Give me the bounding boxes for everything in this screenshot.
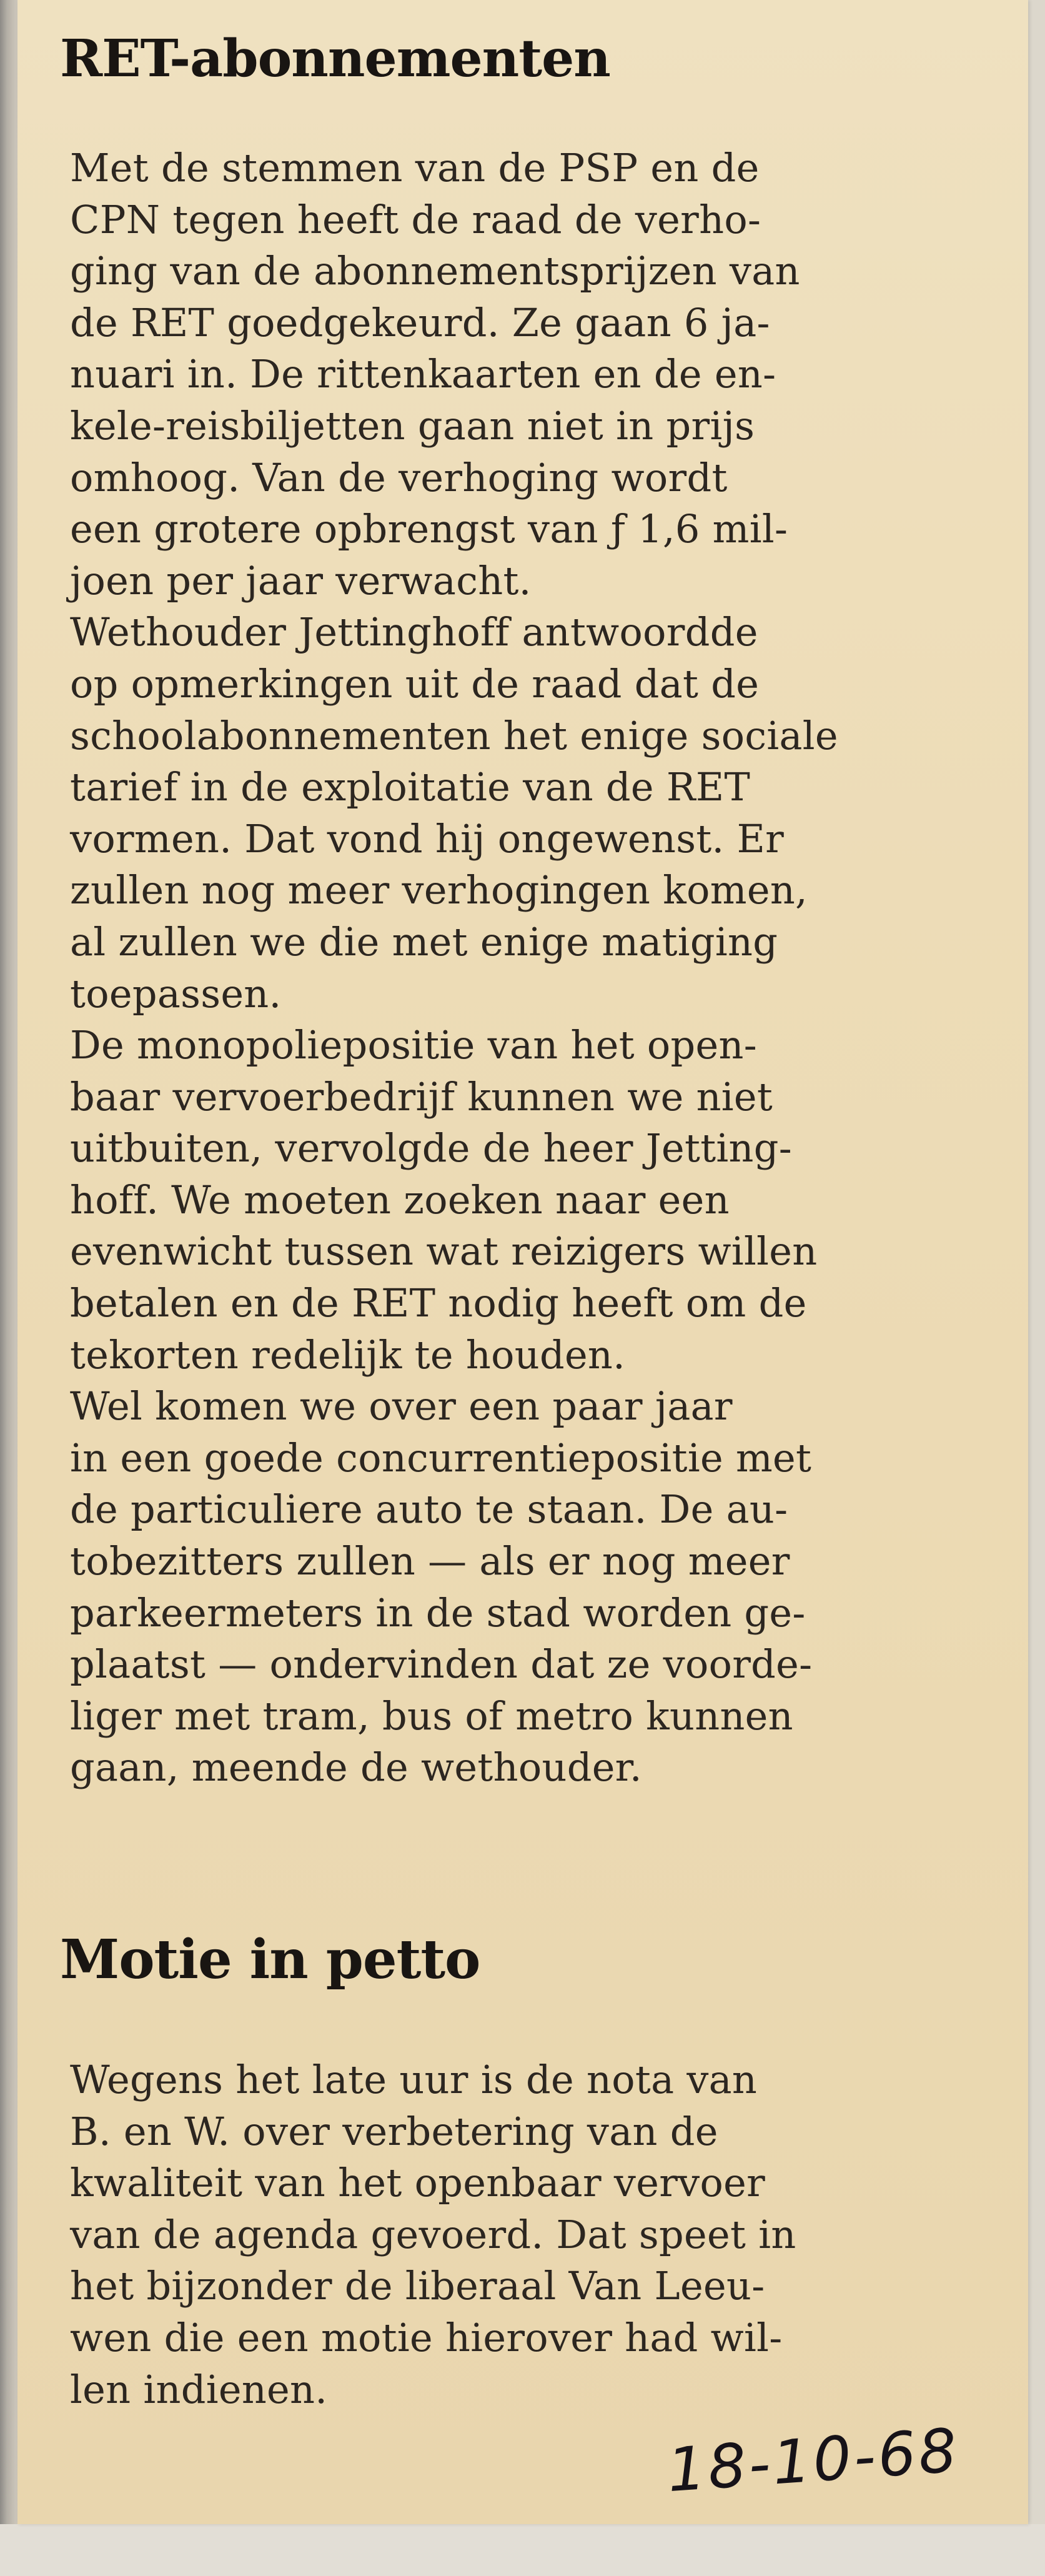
article-paragraph-3: De monopoliepositie van het open- baar vervoerbedrijf kunnen we niet uitbuiten, vervolgde de heer Jetting- hoff. We moeten zoeken naar een evenwicht tussen wat reizigers willen betalen en de RET nodig heeft om de tekorten redelijk te houden. bbox=[70, 1022, 818, 1378]
article-body bbox=[70, 142, 1042, 1794]
article-paragraph-2: Wethouder Jettinghoff antwoordde op opmerkingen uit de raad dat de schoolabonnementen het enige sociale tarief in de exploitatie van de RET vormen. Dat vond hij ongewenst. Er zullen nog meer verhogingen komen, al zullen we die met enige matiging toepassen. bbox=[70, 609, 838, 1017]
section-paragraph: Wegens het late uur is de nota van B. en W. over verbetering van de kwaliteit van het openbaar vervoer van de agenda gevoerd. Dat speet in het bijzonder de liberaal Van Leeu- wen die een motie hierover had wil- len indienen. bbox=[70, 2057, 796, 2412]
background-strip-bottom bbox=[0, 2524, 1045, 2576]
article-paragraph-1: Met de stemmen van de PSP en de CPN tegen heeft de raad de verho- ging van de abonnementsprijzen van de RET goedgekeurd. Ze gaan 6 ja- nuari in. De rittenkaarten en de en- kele-reisbiljetten gaan niet in prijs omhoog. Van de verhoging wordt een grotere opbrengst van ƒ 1,6 mil- joen per jaar verwacht. bbox=[70, 145, 800, 604]
section-headline: Motie in petto bbox=[60, 1928, 480, 1991]
handwritten-date: 18-10-68 bbox=[665, 2415, 962, 2506]
background-strip-left bbox=[0, 0, 17, 2576]
article-paragraph-4: Wel komen we over een paar jaar in een goede concurrentiepositie met de particuliere auto te staan. De au- tobezitters zullen — als er nog meer parkeermeters in de stad worden ge- plaatst — ondervinden dat ze voorde- liger met tram, bus of metro kunnen gaan, meende de wethouder. bbox=[70, 1383, 813, 1791]
newspaper-clipping bbox=[17, 0, 1028, 2524]
article-headline: RET-abonnementen bbox=[60, 29, 610, 89]
